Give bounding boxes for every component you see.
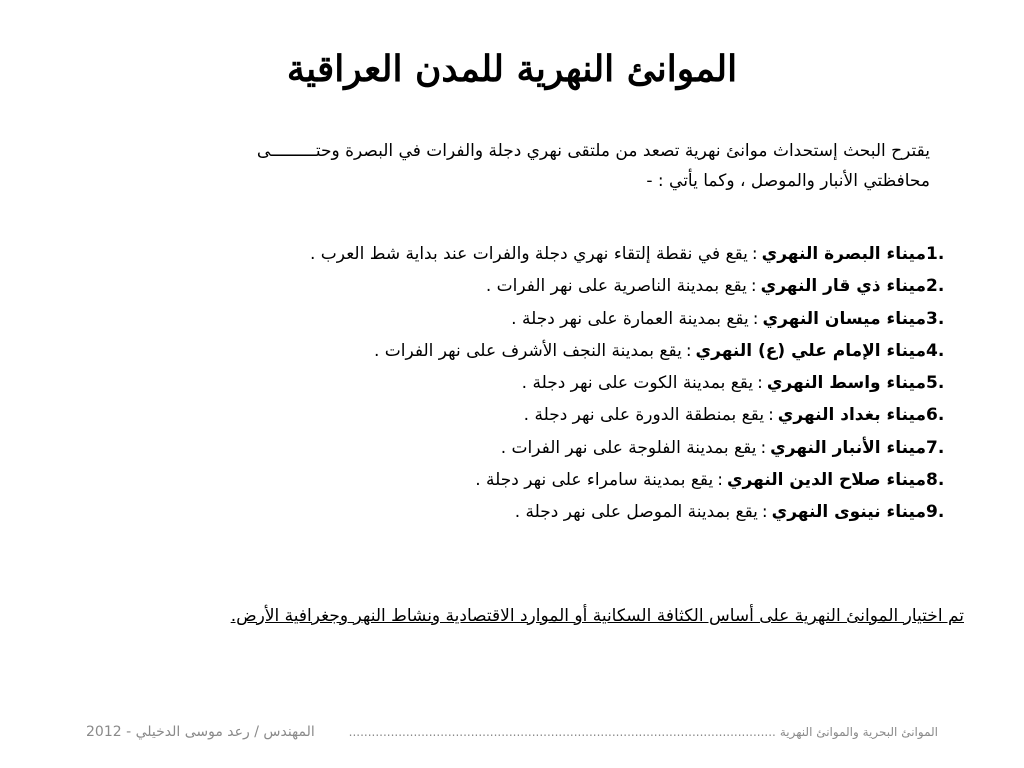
separator: : [761, 502, 768, 523]
list-item [204, 432, 964, 464]
port-description: يقع بمدينة النجف الأشرف على نهر الفرات . [373, 340, 682, 361]
port-description: يقع بمدينة الكوت على نهر دجلة . [521, 373, 754, 394]
conclusion-text: تم اختيار الموانئ النهرية على أساس الكثافة السكانية أو الموارد الاقتصادية ونشاط النهر وجغرافية الأرض. [230, 606, 964, 626]
port-description: يقع في نقطة إلتقاء نهري دجلة والفرات عند بداية شط العرب . [310, 244, 748, 264]
intro-line-2: محافظتي الأنبار والموصل ، وكما يأتي : - [646, 171, 930, 191]
separator: : [752, 308, 759, 329]
list-item [204, 464, 964, 496]
separator: : [717, 470, 723, 491]
port-name: ميناء البصرة النهري [761, 244, 926, 264]
port-description: يقع بمدينة الفلوجة على نهر الفرات . [500, 437, 757, 458]
port-name: ميناء نينوى النهري [771, 502, 926, 523]
item-number: 7. [926, 437, 945, 458]
intro-paragraph [130, 136, 930, 196]
list-item [204, 270, 964, 302]
item-number: 1. [926, 244, 945, 264]
port-description: يقع بمدينة العمارة على نهر دجلة . [511, 308, 749, 329]
port-name: ميناء ميسان النهري [762, 308, 926, 329]
port-name: ميناء ذي قار النهري [760, 276, 926, 297]
port-name: ميناء بغداد النهري [777, 405, 926, 426]
slide-footer [86, 722, 938, 742]
list-item [204, 496, 964, 528]
port-description: يقع بمدينة سامراء على نهر دجلة . [475, 470, 714, 491]
separator: : [750, 276, 757, 297]
port-description: يقع بمنطقة الدورة على نهر دجلة . [523, 405, 765, 426]
port-description: يقع بمدينة الموصل على نهر دجلة . [514, 502, 758, 523]
ports-list [204, 238, 964, 529]
port-description: يقع بمدينة الناصرية على نهر الفرات . [485, 276, 747, 297]
separator: : [768, 405, 774, 426]
footer-author: المهندس / رعد موسى الدخيلي - 2012 [86, 724, 315, 740]
item-number: 4. [926, 340, 945, 361]
list-item [204, 335, 964, 367]
intro-line-1: يقترح البحث إستحداث موانئ نهرية تصعد من ملتقى نهري دجلة والفرات في البصرة وحتـــــــــى [256, 141, 930, 161]
separator: : [760, 437, 767, 458]
item-number: 8. [926, 470, 945, 491]
separator: : [751, 244, 758, 264]
item-number: 6. [926, 405, 945, 426]
port-name: ميناء الإمام علي (ع) النهري [695, 340, 926, 361]
item-number: 2. [926, 276, 945, 297]
port-name: ميناء الأنبار النهري [770, 437, 926, 458]
footer-topic: الموانئ البحرية والموانئ النهرية [779, 725, 938, 739]
separator: : [757, 373, 763, 394]
item-number: 9. [926, 502, 945, 523]
slide-title: الموانئ النهرية للمدن العراقية [286, 48, 738, 90]
list-item [204, 367, 964, 399]
item-number: 5. [926, 373, 945, 394]
list-item [204, 303, 964, 335]
list-item [204, 399, 964, 431]
port-name: ميناء واسط النهري [766, 373, 926, 394]
list-item [204, 238, 964, 270]
separator: : [685, 340, 692, 361]
footer-dots: ................................................................................................................ [348, 725, 776, 739]
port-name: ميناء صلاح الدين النهري [726, 470, 926, 491]
item-number: 3. [926, 308, 945, 329]
